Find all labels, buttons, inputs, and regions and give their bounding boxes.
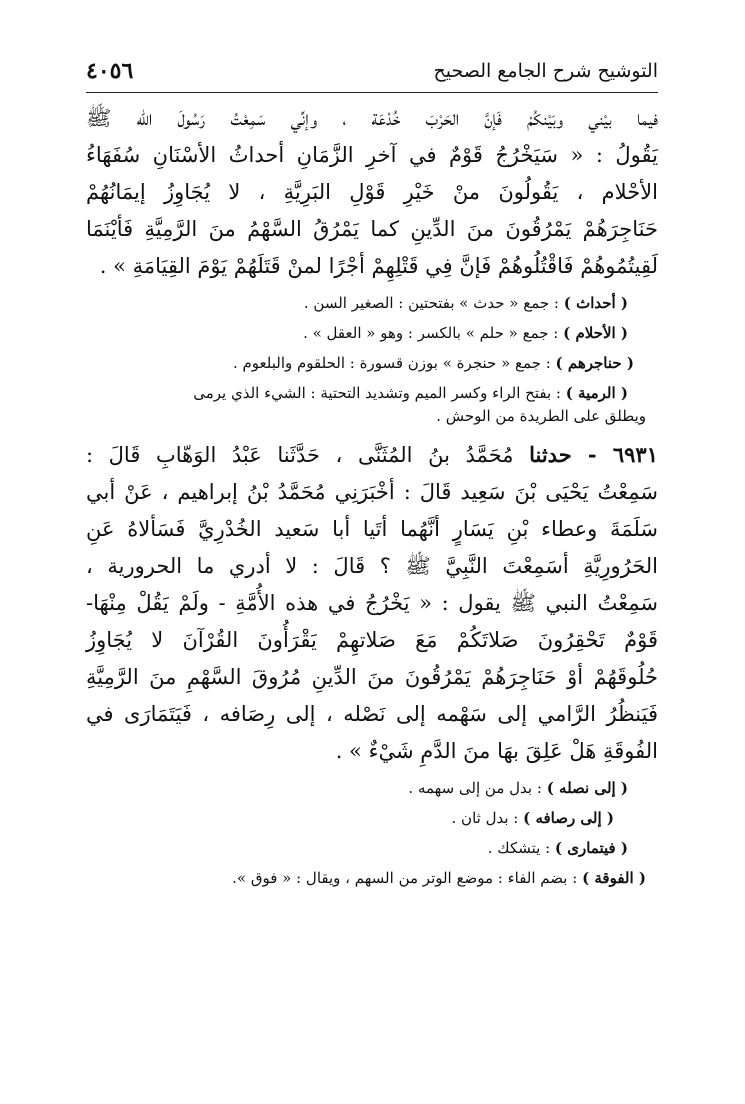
running-title: التوشيح شرح الجامع الصحيح xyxy=(433,60,658,82)
note-text: : يتشكك . xyxy=(487,839,555,857)
note-term: ( أحداث ) xyxy=(563,294,628,312)
note-text: : جمع « حلم » بالكسر : وهو « العقل » . xyxy=(303,324,564,342)
text-line: يَقُولُ : « سَيَخْرُجُ قَوْمٌ في آخرِ الزَّمَانِ أحداثُ الأسْنَانِ سُفَهَاءُ xyxy=(86,143,658,167)
note-item xyxy=(86,867,658,890)
hadith-6931 xyxy=(86,436,658,770)
note-item xyxy=(86,292,658,315)
note-term: ( فيتمارى ) xyxy=(554,839,628,857)
hadith-continuation xyxy=(86,100,658,285)
note-term: ( الرمية ) xyxy=(565,384,628,402)
note-continuation: ويطلق على الطريدة من الوحش . xyxy=(436,407,646,425)
note-item xyxy=(86,382,658,405)
text-line: الحَرُورِيَّةِ أسَمِعْتَ النَّبِيَّ ﷺ ؟ قَالَ : لا أدري ما الحرورية ، xyxy=(86,554,658,578)
hadith-dash: - xyxy=(571,442,613,467)
text-line: الأحْلام ، يَقُولُونَ منْ خَيْرِ قَوْلِ البَرِيَّةِ ، لا يُجَاوِزُ إيمَانُهُمْ xyxy=(86,180,658,204)
text-line: الفُوقَةِ هَلْ عَلِقَ بهَا منَ الدَّمِ شَيْءٌ » . xyxy=(335,739,658,763)
page-number: ٤٠٥٦ xyxy=(86,58,134,84)
hadith-opening: حدثنا xyxy=(529,442,572,467)
note-item xyxy=(86,807,658,830)
note-term: ( الأحلام ) xyxy=(563,324,628,342)
text-line: لَقِيتُمُوهُمْ فَاقْتُلُوهُمْ فَإنَّ فِي قَتْلِهِمْ أجْرًا لمنْ قَتَلَهُمْ يَوْمَ القِيَامَةِ » . xyxy=(99,254,658,278)
page-header xyxy=(86,58,658,92)
text-line: سَمِعْتُ يَحْيَى بْنَ سَعِيد قَالَ : أخْبَرَنِي مُحَمَّدُ بْنُ إبراهيم ، عَنْ أبي xyxy=(86,480,658,504)
text-line: فيما بيْني وبَيْنكُمْ فَإنَّ الحَرْبَ خُدْعَة ، وإنِّي سَمِعْتُ رَسُولَ الله ﷺ xyxy=(86,106,658,130)
note-term: ( إلى نصله ) xyxy=(546,779,628,797)
note-item xyxy=(86,352,658,375)
text-line: حَنَاجِرَهُمْ يَمْرُقُونَ منَ الدِّينِ كما يَمْرُقُ السَّهْمُ منَ الرَّمِيَّةِ فَأيْنَمَا xyxy=(86,217,658,241)
note-text: : بدل ثان . xyxy=(451,809,524,827)
hadith-number: ٦٩٣١ xyxy=(612,442,658,467)
note-term: ( الفوقة ) xyxy=(582,869,646,887)
note-item xyxy=(86,322,658,345)
text-line: قَوْمٌ تَحْقِرُونَ صَلاتَكُمْ مَعَ صَلاتهِمْ يَقْرَأُونَ القُرْآنَ لا يُجَاوِزُ xyxy=(86,628,658,652)
note-text: : بضم الفاء : موضع الوتر من السهم ، ويقال : « فوق ». xyxy=(232,869,583,887)
note-item xyxy=(86,837,658,860)
hadith-chain: مُحَمَّدُ بنُ المُثَنَّى ، حَدَّثَنا عَبْدُ الوَهّابِ قَالَ : xyxy=(86,443,530,467)
note-term: ( إلى رصافه ) xyxy=(523,809,614,827)
note-text: : جمع « حدث » بفتحتين : الصغير السن . xyxy=(303,294,564,312)
note-text: : بدل من إلى سهمه . xyxy=(408,779,547,797)
page-body xyxy=(86,100,658,890)
note-term: ( حناجرهم ) xyxy=(555,354,634,372)
note-text: : بفتح الراء وكسر الميم وتشديد التحتية : الشيء الذي يرمى xyxy=(193,384,566,402)
hadith-first-line xyxy=(86,436,658,474)
text-line: سَلَمَةَ وعطاء بْنِ يَسَارٍ أنَّهُما أتَيا أبا سَعيد الخُدْرِيَّ فَسَألاهُ عَنِ xyxy=(86,517,658,541)
section-gap xyxy=(86,428,658,436)
header-rule xyxy=(86,92,658,93)
text-line: سَمِعْتُ النبي ﷺ يقول : « يَخْرُجُ في هذه الأُمَّةِ - ولَمْ يَقُلْ مِنْهَا- xyxy=(86,591,658,615)
commentary-notes-2 xyxy=(86,777,658,890)
commentary-notes-1 xyxy=(86,292,658,428)
text-line: فَيَنظُرُ الرَّامي إلى سَهْمه إلى نَصْله ، إلى رِصَافه ، فَيَتَمَارَى في xyxy=(86,702,658,726)
note-text: : جمع « حنجرة » بوزن قسورة : الحلقوم والبلعوم . xyxy=(232,354,556,372)
text-line: حُلُوقَهُمْ أوْ حَنَاجِرَهُمْ يَمْرُقُونَ منَ الدِّينِ مُرُوقَ السَّهْمِ منَ الرَّمِيَّةِ xyxy=(86,665,658,689)
note-item xyxy=(86,777,658,800)
